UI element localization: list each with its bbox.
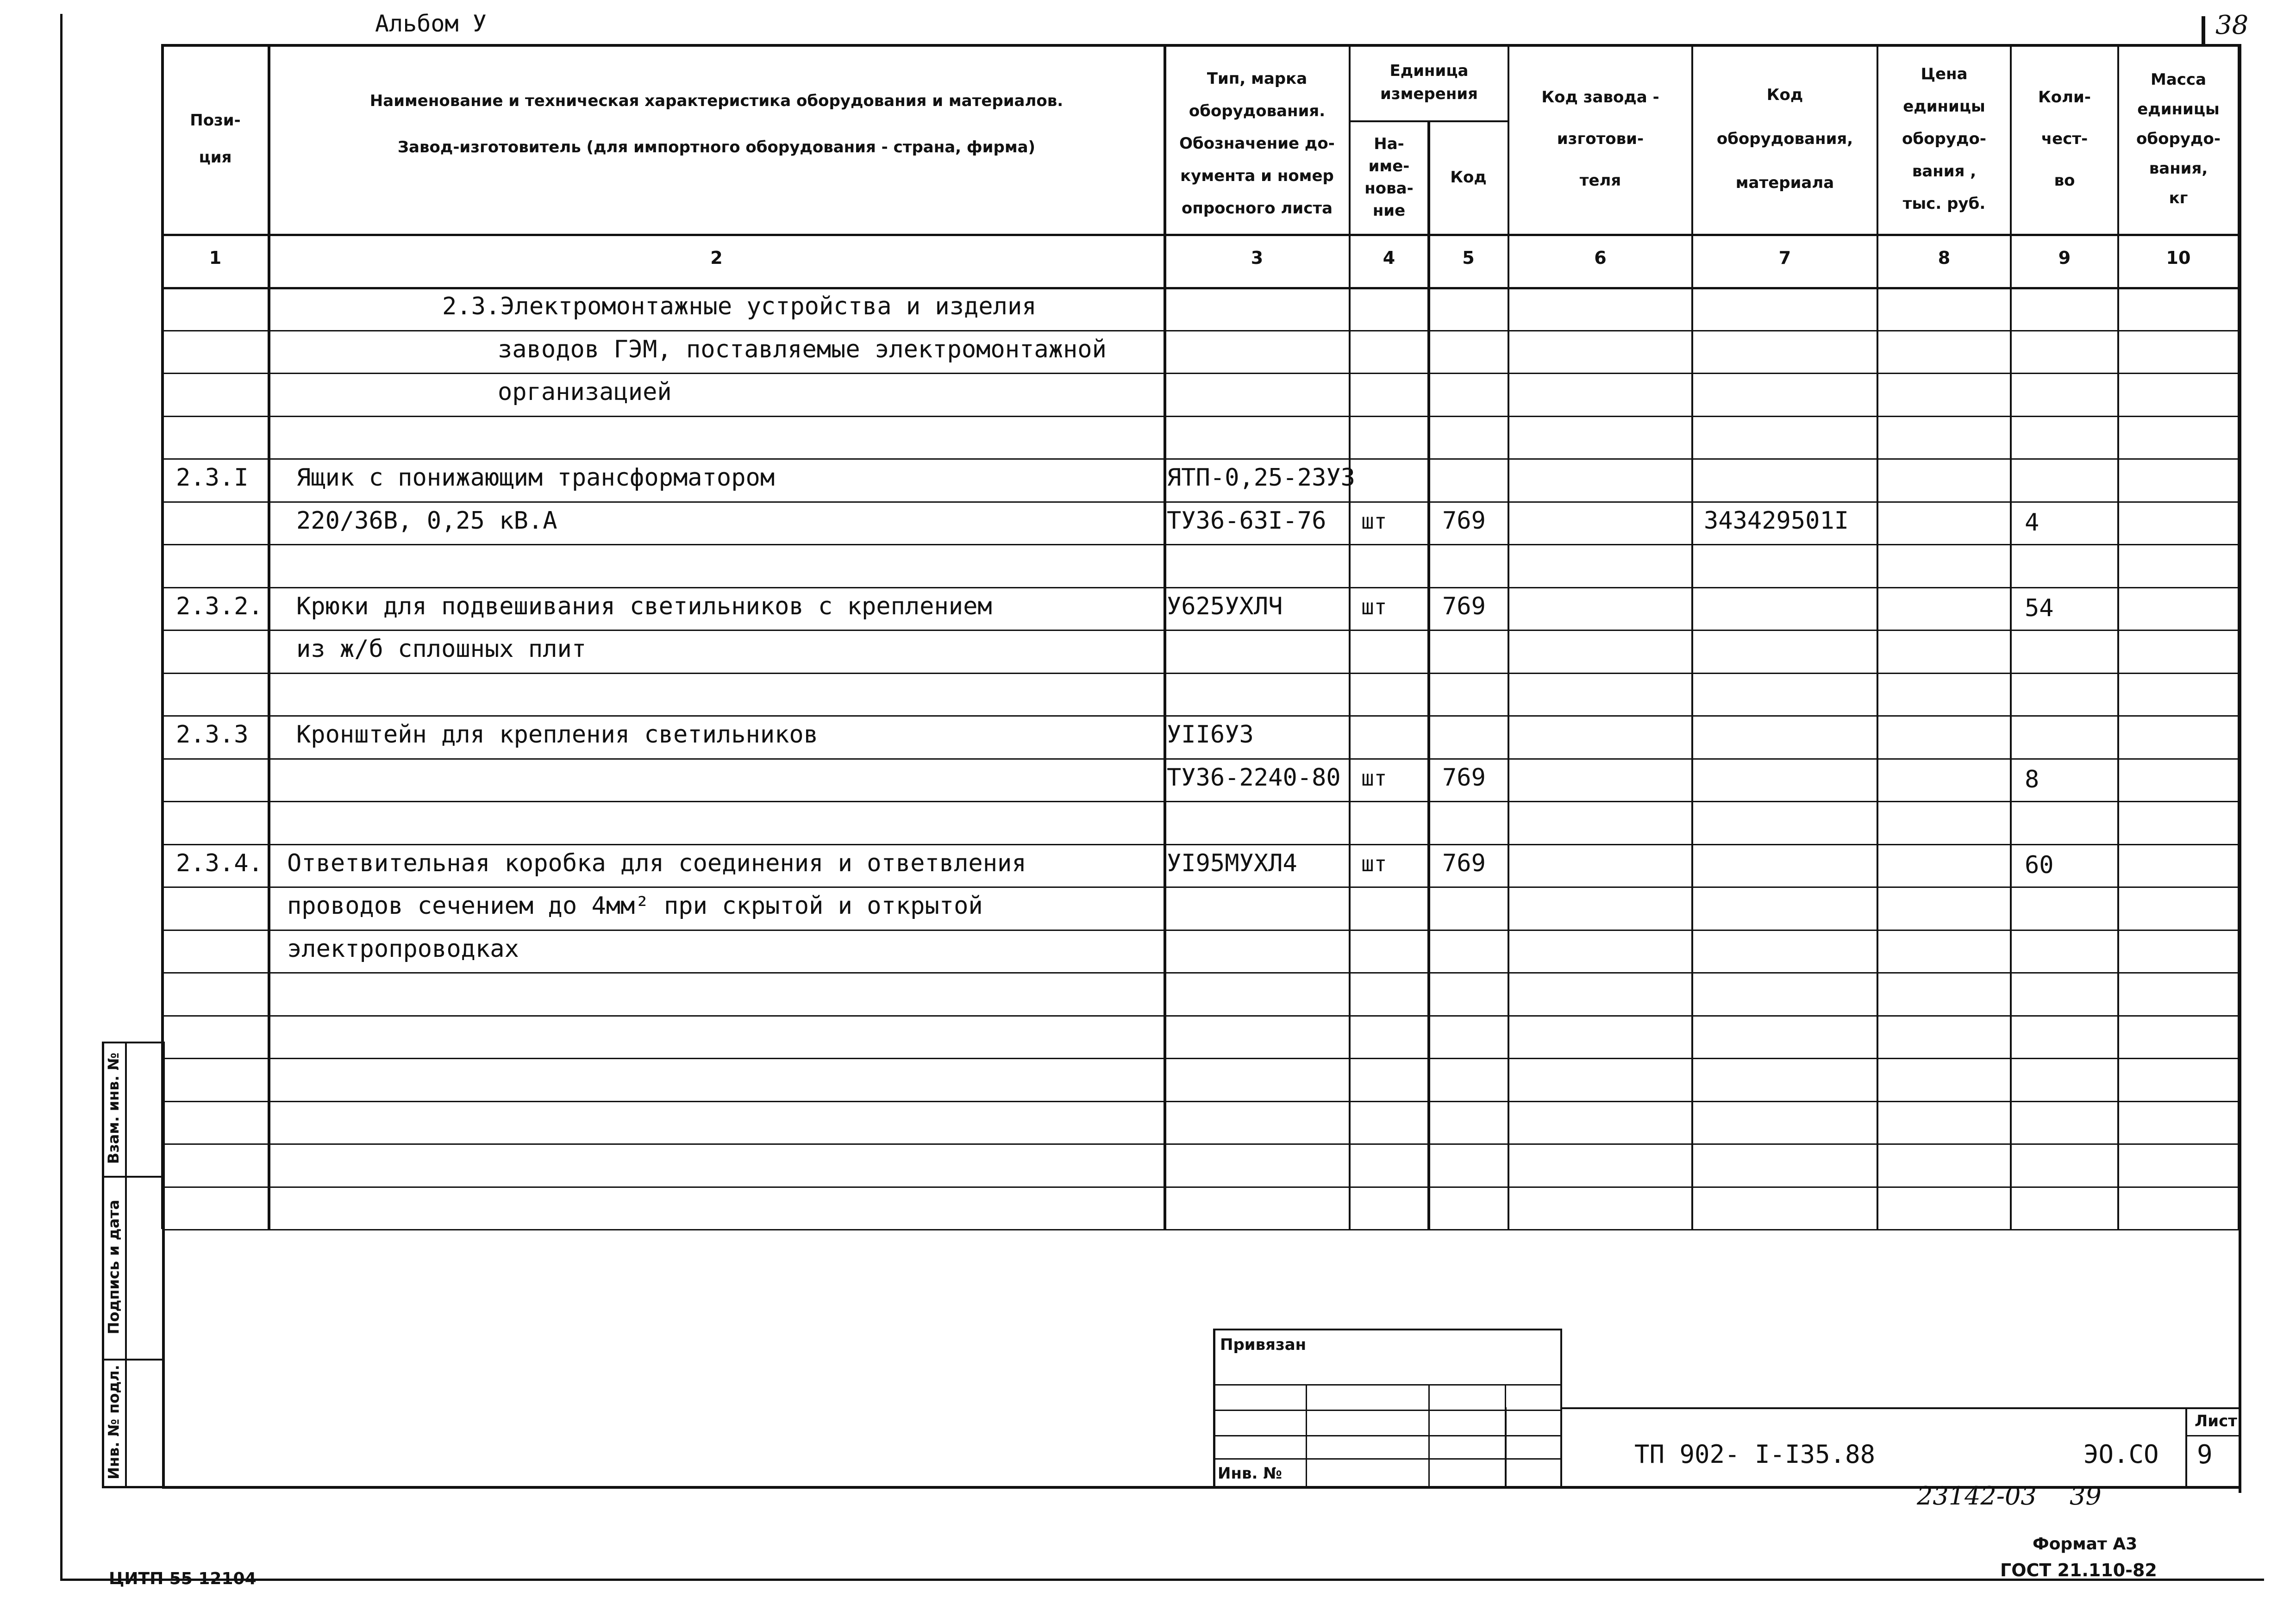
row-line — [162, 416, 2239, 417]
header-line: Единица — [1389, 61, 1469, 80]
row-line — [162, 844, 2239, 845]
row-line — [162, 972, 2239, 974]
header-quantity — [2011, 76, 2118, 201]
row-position: 2.3.4. — [176, 849, 263, 877]
header-equipment-code — [1692, 73, 1877, 205]
side-label: Инв. № подл. — [105, 1364, 122, 1479]
row-quantity: 54 — [2025, 594, 2054, 622]
row-name: Ответвительная коробка для соединения и ответвления — [287, 849, 1026, 877]
title-left-line — [1505, 1407, 1507, 1488]
column-line — [268, 44, 270, 1229]
header-unit-mass — [2118, 65, 2239, 213]
table-top-line — [162, 44, 2239, 47]
side-strip-mid — [125, 1042, 127, 1486]
header-line: ция — [199, 148, 232, 167]
row-type: У625УХЛЧ — [1167, 592, 1283, 620]
document-code: ТП 902- I-I35.88 — [1634, 1440, 1876, 1469]
row-line — [162, 1143, 2239, 1145]
header-line: вания, — [2149, 159, 2208, 178]
row-quantity: 60 — [2025, 851, 2054, 879]
row-line — [162, 587, 2239, 588]
gost-label: ГОСТ 21.110-82 — [2000, 1560, 2157, 1580]
sheet-divider — [2185, 1435, 2239, 1436]
bind-label: Привязан — [1220, 1336, 1307, 1354]
header-line: единицы — [1903, 97, 1985, 116]
bind-box-left — [1213, 1329, 1215, 1488]
row-name: Кронштейн для крепления светильников — [296, 721, 819, 749]
row-type: ЯТП-0,25-23У3 — [1167, 464, 1355, 492]
side-label: Взам. инв. № — [105, 1052, 122, 1164]
header-line: оборудования, — [1716, 129, 1853, 148]
row-name: проводов сечением до 4мм² при скрытой и открытой — [287, 892, 983, 920]
left-binding-line — [60, 14, 63, 1581]
row-quantity: 8 — [2025, 765, 2039, 793]
row-type: ТУ36-63I-76 — [1167, 506, 1326, 535]
sheet-label: Лист — [2195, 1412, 2237, 1430]
row-line — [162, 715, 2239, 717]
row-unit-code: 769 — [1442, 763, 1486, 792]
row-line — [162, 1015, 2239, 1017]
row-unit: шт — [1361, 508, 1387, 534]
header-line: ние — [1372, 201, 1406, 220]
header-line: Завод-изготовитель (для импортного оборудования - страна, фирма) — [397, 137, 1036, 156]
header-line: изготови- — [1557, 130, 1644, 148]
header-line: измерения — [1380, 84, 1478, 103]
album-title: Альбом У — [375, 10, 487, 37]
header-type — [1164, 62, 1350, 225]
column-number: 10 — [2166, 248, 2191, 268]
header-line: Коли- — [2038, 88, 2091, 106]
column-line — [1508, 44, 1509, 1229]
header-line: единицы — [2137, 100, 2220, 119]
row-unit-code: 769 — [1442, 592, 1486, 620]
header-line: оборудования. — [1189, 102, 1326, 120]
side-strip-bottom — [102, 1486, 164, 1488]
header-line: вания , — [1912, 162, 1977, 181]
header-manufacturer-code — [1508, 76, 1692, 201]
row-name: организацией — [498, 378, 672, 406]
column-number: 6 — [1594, 248, 1607, 268]
header-line: Код — [1766, 85, 1803, 104]
header-line: На- — [1374, 134, 1404, 153]
row-line — [162, 373, 2239, 374]
colnum-bottom-line — [162, 287, 2239, 289]
sheet-code: ЭО.СО — [2083, 1440, 2159, 1469]
column-number: 3 — [1251, 248, 1264, 268]
row-line — [162, 544, 2239, 545]
side-strip-right — [162, 1042, 165, 1486]
bind-box-row — [1213, 1384, 1560, 1386]
bind-box-col — [1428, 1384, 1430, 1486]
column-line — [2238, 44, 2240, 1229]
header-line: оборудо- — [1902, 130, 1986, 148]
format-label: Формат А3 — [2033, 1535, 2138, 1554]
handwritten-page: 39 — [2070, 1481, 2102, 1511]
column-line — [1877, 44, 1878, 1229]
row-quantity: 4 — [2025, 508, 2039, 537]
header-line: чест- — [2041, 130, 2088, 148]
header-line: нова- — [1364, 179, 1414, 198]
row-position: 2.3.2. — [176, 592, 263, 620]
row-name: 2.3.Электромонтажные устройства и изделия — [442, 293, 1037, 320]
corner-tick — [2202, 16, 2205, 44]
title-top-line — [1560, 1407, 2239, 1409]
header-line: во — [2054, 171, 2075, 190]
header-line: кумента и номер — [1180, 167, 1334, 185]
header-bottom-line — [162, 234, 2239, 236]
column-number: 4 — [1383, 248, 1395, 268]
row-line — [162, 673, 2239, 674]
column-number: 8 — [1938, 248, 1951, 268]
side-strip-left — [102, 1042, 104, 1486]
row-name: из ж/б сплошных плит — [296, 635, 587, 663]
header-line: Наименование и техническая характеристика оборудования и материалов. — [369, 91, 1064, 110]
row-line — [162, 1058, 2239, 1059]
handwritten-number: 23142-03 — [1917, 1481, 2037, 1511]
header-line: име- — [1368, 156, 1410, 175]
header-position — [162, 102, 269, 176]
column-line — [1427, 120, 1430, 1229]
row-line — [162, 501, 2239, 503]
column-number: 5 — [1462, 248, 1475, 268]
row-type: УI95МУХЛ4 — [1167, 849, 1297, 877]
header-line: материала — [1735, 173, 1834, 192]
row-line — [162, 1186, 2239, 1188]
header-line: оборудо- — [2136, 130, 2221, 148]
row-unit: шт — [1361, 594, 1387, 619]
header-line: Пози- — [190, 111, 241, 130]
row-equipment-code: 343429501I — [1704, 506, 1849, 535]
header-name — [269, 78, 1164, 170]
header-line: теля — [1579, 171, 1621, 190]
bind-box-top — [1213, 1329, 1560, 1330]
header-line: кг — [2169, 189, 2188, 207]
bind-box-row — [1213, 1410, 1560, 1411]
corner-page-number: 38 — [2215, 10, 2249, 40]
row-name: заводов ГЭМ, поставляемые электромонтажной — [498, 335, 1107, 363]
row-unit: шт — [1361, 851, 1387, 876]
row-unit-code: 769 — [1442, 849, 1486, 877]
row-line — [162, 886, 2239, 888]
header-line: Код — [1450, 168, 1487, 187]
row-type: ТУ36-2240-80 — [1167, 763, 1341, 792]
header-line: Масса — [2150, 70, 2207, 89]
row-position: 2.3.I — [176, 464, 249, 492]
row-type: УII6У3 — [1167, 721, 1254, 749]
bind-box-col — [1306, 1384, 1307, 1486]
row-unit-code: 769 — [1442, 506, 1486, 535]
header-line: Обозначение до- — [1179, 134, 1335, 153]
header-unit-code — [1428, 161, 1508, 194]
column-number: 9 — [2058, 248, 2071, 268]
header-unit-name — [1350, 133, 1428, 222]
header-line: Цена — [1921, 65, 1968, 83]
row-line — [162, 801, 2239, 802]
row-line — [162, 758, 2239, 760]
header-line: Код завода - — [1541, 88, 1659, 106]
bind-box-row — [1213, 1458, 1560, 1460]
column-number: 7 — [1778, 248, 1791, 268]
sheet-left-line — [2185, 1407, 2187, 1488]
row-name: Ящик с понижающим трансформатором — [296, 464, 775, 492]
row-position: 2.3.3 — [176, 721, 249, 749]
row-line — [162, 1101, 2239, 1102]
row-unit: шт — [1361, 765, 1387, 791]
row-line — [162, 458, 2239, 460]
header-line: опросного листа — [1181, 199, 1333, 218]
row-line — [162, 1229, 2239, 1230]
header-unit-group — [1350, 59, 1508, 106]
row-line — [162, 630, 2239, 631]
column-line — [1691, 44, 1693, 1229]
header-line: Тип, марка — [1207, 69, 1308, 88]
column-line — [2117, 44, 2119, 1229]
column-number: 2 — [710, 248, 723, 268]
header-unit-price — [1877, 58, 2011, 220]
printer-label: ЦИТП 55 12104 — [109, 1569, 257, 1588]
inv-no-label: Инв. № — [1218, 1464, 1283, 1483]
column-number: 1 — [209, 248, 222, 268]
row-line — [162, 930, 2239, 931]
bottom-frame-line — [60, 1579, 2264, 1581]
row-name: Крюки для подвешивания светильников с креплением — [296, 592, 992, 620]
row-line — [162, 330, 2239, 331]
side-label: Подпись и дата — [105, 1199, 122, 1334]
row-name: электропроводках — [287, 935, 519, 963]
column-line — [2010, 44, 2012, 1229]
row-name: 220/36В, 0,25 кВ.А — [296, 506, 557, 535]
bind-box-row — [1213, 1435, 1560, 1436]
header-line: тыс. руб. — [1902, 194, 1986, 213]
sheet-number: 9 — [2197, 1440, 2213, 1470]
